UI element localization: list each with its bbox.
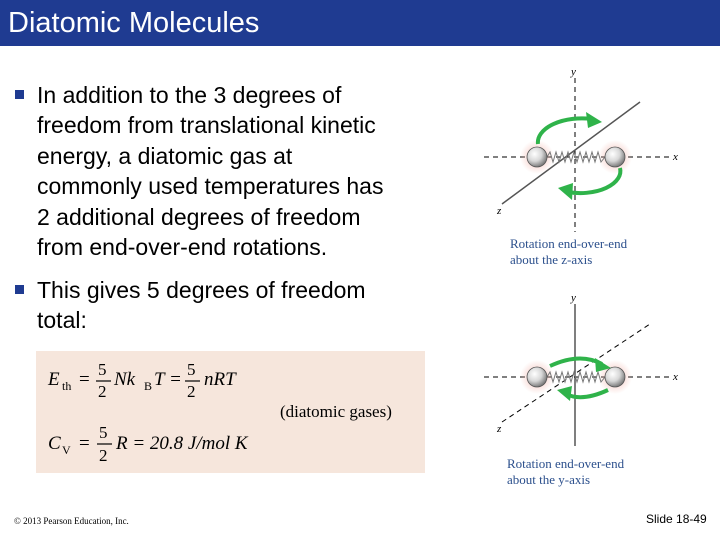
eth-num1: 5: [98, 360, 107, 379]
z-axis-label: z: [497, 205, 502, 217]
atom-left: [527, 367, 547, 387]
x-axis-label: x: [673, 371, 678, 383]
eth-lhs-sub: th: [62, 379, 72, 393]
cv-lhs: C: [48, 433, 61, 454]
y-axis-label: y: [571, 292, 576, 304]
title-bar: [0, 0, 720, 46]
bullet-marker-2: [15, 285, 24, 294]
cv-rhs: R = 20.8 J/mol K: [116, 433, 248, 454]
eth-num2: 5: [187, 360, 196, 379]
bullet-2-line-1: This gives 5 degrees of freedom: [37, 277, 366, 303]
diatomic-gases-note: (diatomic gases): [280, 402, 392, 421]
cv-den: 2: [99, 446, 108, 465]
caption-rotation-z-line-1: Rotation end-over-end: [510, 236, 628, 251]
bullet-1-line-3: energy, a diatomic gas at: [37, 143, 293, 169]
atom-right: [605, 147, 625, 167]
cv-num: 5: [99, 423, 108, 442]
bullet-1-line-2: freedom from translational kinetic: [37, 112, 376, 138]
bullet-1-line-5: 2 additional degrees of freedom: [37, 204, 361, 230]
rotation-arrowhead-lower: [558, 183, 573, 200]
atom-left: [527, 147, 547, 167]
bullet-1-line-1: In addition to the 3 degrees of: [37, 82, 342, 108]
y-axis-label: y: [571, 66, 576, 78]
spring-bond: [547, 372, 605, 382]
rotation-arrow-upper: [550, 358, 602, 366]
slide-number: Slide 18-49: [646, 512, 707, 526]
rotation-arrow-lower: [566, 390, 608, 397]
cv-lhs-sub: V: [62, 443, 71, 457]
copyright-notice: © 2013 Pearson Education, Inc.: [14, 516, 129, 526]
eth-mid-sub: B: [144, 379, 153, 393]
bullet-1-line-6: from end-over-end rotations.: [37, 234, 328, 260]
equation-box: [36, 351, 425, 473]
bullet-1-line-4: commonly used temperatures has: [37, 173, 384, 199]
rotation-arrowhead-lower: [557, 386, 572, 401]
x-axis-label: x: [673, 151, 678, 163]
slide-title: Diatomic Molecules: [8, 7, 260, 39]
bullet-marker-1: [15, 90, 24, 99]
bullet-2-line-2: total:: [37, 307, 87, 333]
spring-bond: [547, 152, 605, 162]
caption-rotation-y-line-1: Rotation end-over-end: [507, 456, 625, 471]
atom-right: [605, 367, 625, 387]
eth-equals: =: [79, 369, 90, 390]
thermal-energy-equation: [47, 360, 237, 401]
eth-mid: Nk: [114, 369, 136, 390]
caption-rotation-y-line-2: about the y-axis: [507, 472, 591, 487]
rotation-arrowhead-upper: [586, 112, 602, 128]
eth-den2: 2: [187, 382, 196, 401]
rotation-arrow-upper: [538, 118, 592, 144]
eth-lhs: E: [48, 369, 60, 390]
z-axis-label: z: [497, 423, 502, 435]
cv-equals: =: [79, 433, 90, 454]
heat-capacity-equation: [48, 423, 249, 465]
caption-rotation-z-line-2: about the z-axis: [510, 252, 593, 267]
eth-den1: 2: [98, 382, 107, 401]
eth-mid-tail: T =: [154, 369, 182, 390]
eth-rhs: nRT: [204, 369, 236, 390]
